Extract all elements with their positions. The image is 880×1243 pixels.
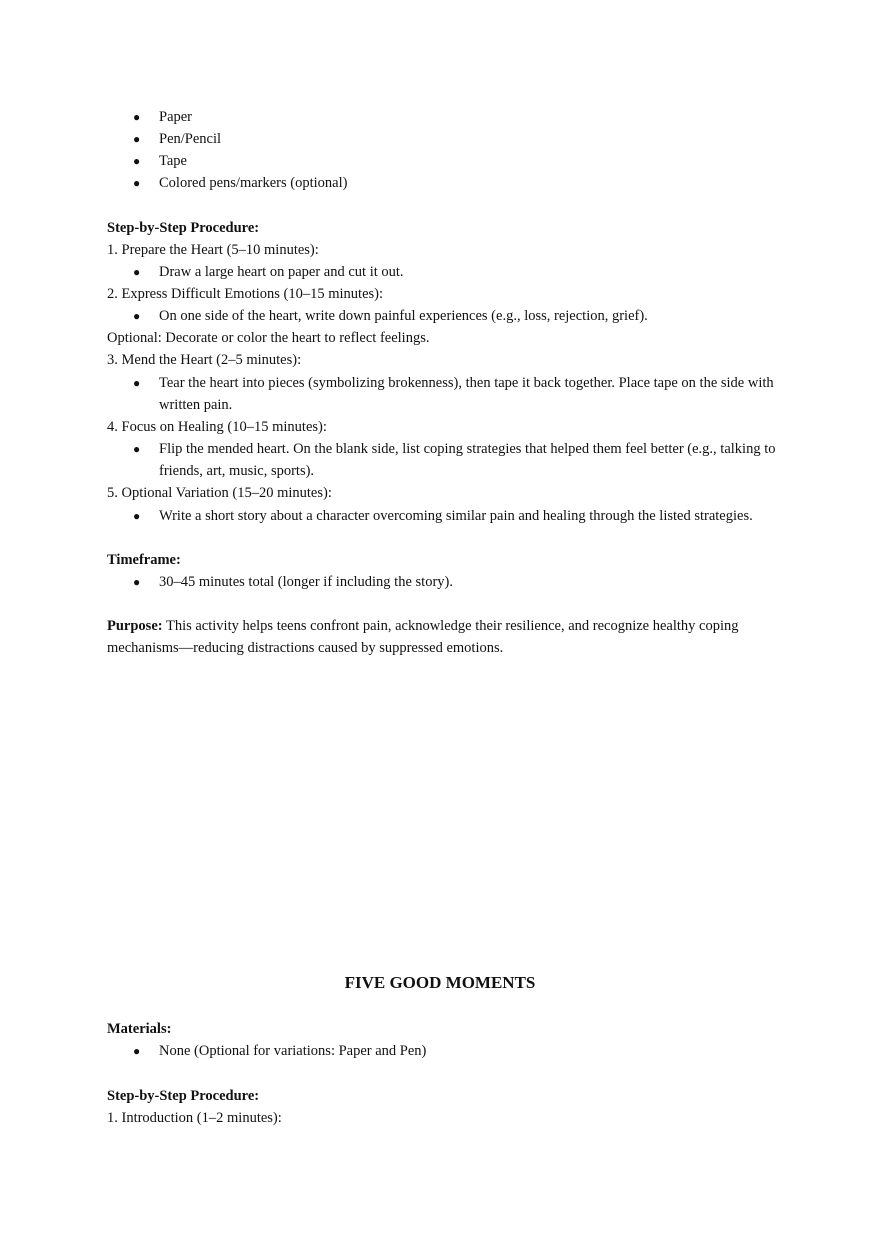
- step-heading: 5. Optional Variation (15–20 minutes):: [107, 485, 332, 501]
- procedure-heading: Step-by-Step Procedure:: [107, 220, 260, 236]
- bullet-icon: ●: [133, 176, 141, 190]
- purpose-text: This activity helps teens confront pain, acknowledge their resilience, and recognize healthy coping: [162, 618, 739, 634]
- bullet-icon: ●: [133, 509, 141, 523]
- bullet-icon: ●: [133, 376, 141, 390]
- step-heading: 1. Prepare the Heart (5–10 minutes):: [107, 242, 319, 258]
- step-heading: 1. Introduction (1–2 minutes):: [107, 1110, 282, 1126]
- bullet-icon: ●: [133, 132, 141, 146]
- step-detail: Flip the mended heart. On the blank side, list coping strategies that helped them feel better (e.g., talking to: [159, 441, 776, 457]
- purpose-text-cont: mechanisms—reducing distractions caused by suppressed emotions.: [107, 640, 504, 656]
- purpose-label: Purpose:: [107, 618, 163, 634]
- step-detail: Write a short story about a character overcoming similar pain and healing through the listed strategies.: [159, 508, 753, 524]
- step-detail: Tear the heart into pieces (symbolizing brokenness), then tape it back together. Place tape on the side with: [159, 375, 774, 391]
- step-heading: 3. Mend the Heart (2–5 minutes):: [107, 352, 302, 368]
- timeframe-heading: Timeframe:: [107, 552, 181, 568]
- material-item: Pen/Pencil: [159, 131, 222, 147]
- materials-heading: Materials:: [107, 1021, 172, 1037]
- bullet-icon: ●: [133, 1044, 141, 1058]
- procedure-heading: Step-by-Step Procedure:: [107, 1088, 260, 1104]
- bullet-icon: ●: [133, 110, 141, 124]
- step-detail: friends, art, music, sports).: [159, 463, 315, 479]
- step-detail: On one side of the heart, write down painful experiences (e.g., loss, rejection, grief).: [159, 308, 648, 324]
- step-detail: written pain.: [159, 397, 233, 413]
- bullet-icon: ●: [133, 575, 141, 589]
- step-detail: Draw a large heart on paper and cut it out.: [159, 264, 404, 280]
- material-item: Paper: [159, 109, 193, 125]
- purpose-paragraph: [107, 616, 739, 636]
- bullet-icon: ●: [133, 442, 141, 456]
- bullet-icon: ●: [133, 309, 141, 323]
- material-item: Colored pens/markers (optional): [159, 175, 348, 191]
- step-heading: 2. Express Difficult Emotions (10–15 minutes):: [107, 286, 384, 302]
- timeframe-detail: 30–45 minutes total (longer if including the story).: [159, 574, 453, 590]
- material-item: Tape: [159, 153, 187, 169]
- bullet-icon: ●: [133, 265, 141, 279]
- optional-note: Optional: Decorate or color the heart to reflect feelings.: [107, 330, 430, 346]
- material-item: None (Optional for variations: Paper and Pen): [159, 1043, 427, 1059]
- section-title: FIVE GOOD MOMENTS: [344, 973, 536, 992]
- step-heading: 4. Focus on Healing (10–15 minutes):: [107, 419, 327, 435]
- bullet-icon: ●: [133, 154, 141, 168]
